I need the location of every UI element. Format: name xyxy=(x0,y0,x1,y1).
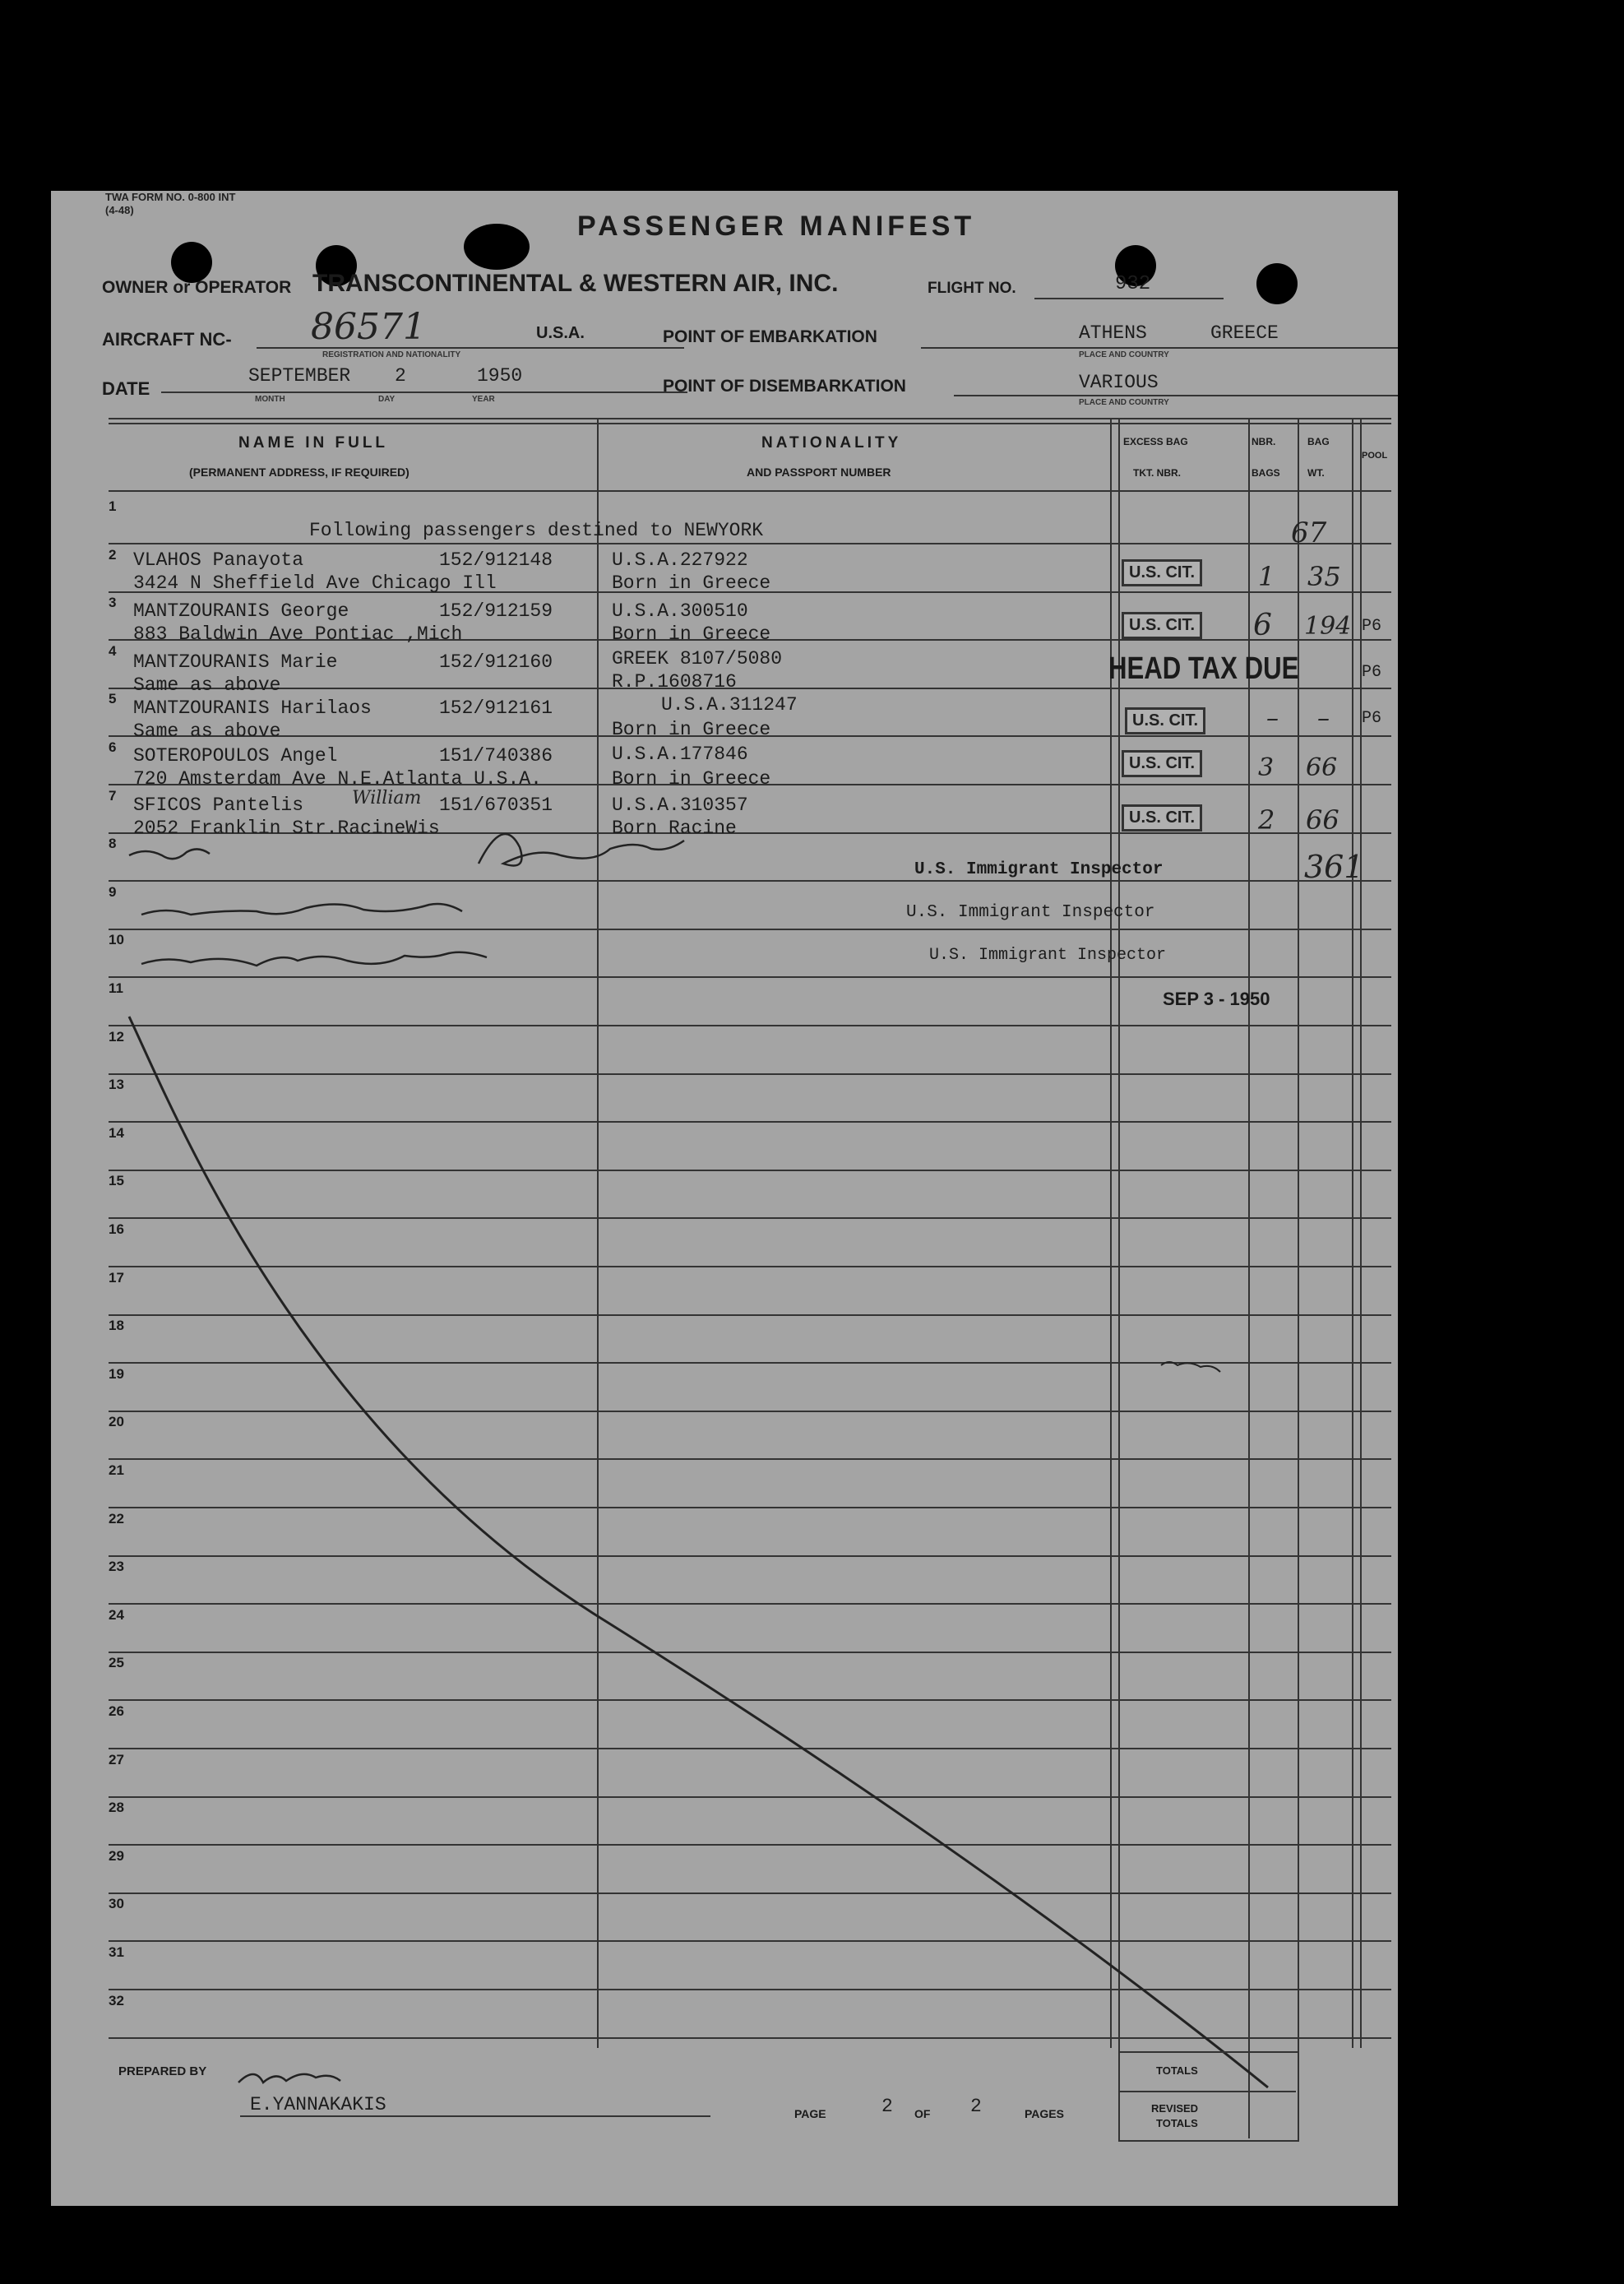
passenger-pool: P6 xyxy=(1362,709,1382,728)
totals-divider xyxy=(1118,2091,1296,2092)
us-citizen-stamp: U.S. CIT. xyxy=(1125,707,1205,734)
header-nationality: NATIONALITY xyxy=(761,434,902,452)
owner-name: TRANSCONTINENTAL & WESTERN AIR, INC. xyxy=(312,270,839,297)
us-citizen-stamp: U.S. CIT. xyxy=(1122,750,1202,777)
owner-label: OWNER or OPERATOR xyxy=(102,278,292,297)
row-number: 1 xyxy=(109,498,117,514)
pages-label: PAGES xyxy=(1025,2107,1064,2120)
passenger-address: Same as above xyxy=(133,674,281,696)
passenger-address: 2052 Franklin Str.RacineWis xyxy=(133,818,440,839)
passenger-address: 3424 N Sheffield Ave Chicago Ill xyxy=(133,572,497,594)
page-title: PASSENGER MANIFEST xyxy=(577,211,976,242)
row-number: 7 xyxy=(109,787,117,804)
us-citizen-stamp: U.S. CIT. xyxy=(1122,559,1202,586)
page-total: 2 xyxy=(970,2096,982,2117)
passenger-address: Same as above xyxy=(133,720,281,742)
row-number: 17 xyxy=(109,1269,124,1286)
us-citizen-stamp: U.S. CIT. xyxy=(1122,612,1202,639)
row-number: 19 xyxy=(109,1365,124,1382)
passenger-passport: Born Racine xyxy=(612,818,737,839)
header-bag: BAG xyxy=(1307,436,1330,447)
row-number: 5 xyxy=(109,691,117,707)
row-number: 16 xyxy=(109,1221,124,1237)
passenger-nationality: U.S.A.177846 xyxy=(612,744,748,765)
row-number: 4 xyxy=(109,642,117,659)
prepared-by-name: E.YANNAKAKIS xyxy=(250,2094,386,2115)
date-year: 1950 xyxy=(477,365,523,387)
passenger-name: MANTZOURANIS Harilaos xyxy=(133,697,372,719)
aircraft-country: U.S.A. xyxy=(536,324,585,342)
passenger-nationality: GREEK 8107/5080 xyxy=(612,648,783,669)
passenger-address: 720 Amsterdam Ave N.E.Atlanta U.S.A. xyxy=(133,768,542,790)
date-caption-month: MONTH xyxy=(255,395,285,404)
date-month: SEPTEMBER xyxy=(248,365,351,387)
header-excess: EXCESS BAG xyxy=(1123,436,1188,447)
passenger-ticket: 152/912159 xyxy=(439,600,553,622)
row-number: 21 xyxy=(109,1462,124,1478)
date-caption-day: DAY xyxy=(378,395,396,404)
totals-box xyxy=(1118,2051,1299,2142)
registration-caption: REGISTRATION AND NATIONALITY xyxy=(322,350,461,359)
disembarkation-label: POINT OF DISEMBARKATION xyxy=(663,377,906,396)
us-citizen-stamp: U.S. CIT. xyxy=(1122,804,1202,832)
passenger-ticket: 151/740386 xyxy=(439,745,553,767)
passenger-nationality: U.S.A.300510 xyxy=(612,600,748,622)
header-name: NAME IN FULL xyxy=(238,434,389,452)
passenger-weight: 194 xyxy=(1304,612,1352,641)
passenger-bags: – xyxy=(1266,704,1279,733)
row-number: 30 xyxy=(109,1896,124,1912)
row-number: 29 xyxy=(109,1847,124,1864)
form-number: TWA FORM NO. 0-800 INT xyxy=(105,191,236,203)
row-number: 27 xyxy=(109,1751,124,1767)
row-number: 12 xyxy=(109,1028,124,1045)
embarkation-country: GREECE xyxy=(1210,322,1279,344)
header-nbr-sub: BAGS xyxy=(1252,467,1280,479)
prepared-by-label: PREPARED BY xyxy=(118,2064,207,2078)
prepared-underline xyxy=(240,2115,710,2117)
passenger-passport: Born in Greece xyxy=(612,572,771,594)
revised-label: REVISED xyxy=(1151,2102,1199,2115)
passenger-name: MANTZOURANIS George xyxy=(133,600,349,622)
disembarkation-caption: PLACE AND COUNTRY xyxy=(1079,398,1169,407)
inspection-date-stamp: SEP 3 - 1950 xyxy=(1163,989,1270,1009)
disembarkation-place: VARIOUS xyxy=(1079,372,1159,393)
flight-number: 932 xyxy=(1115,273,1151,295)
passenger-passport: Born in Greece xyxy=(612,623,771,645)
flight-label: FLIGHT NO. xyxy=(928,280,1016,297)
header-name-sub: (PERMANENT ADDRESS, IF REQUIRED) xyxy=(189,466,409,479)
row-number: 25 xyxy=(109,1655,124,1671)
passenger-bags: 3 xyxy=(1258,753,1275,782)
passenger-bags: 1 xyxy=(1258,561,1275,592)
inspector-line: U.S. Immigrant Inspector xyxy=(914,860,1164,879)
header-bag-sub: WT. xyxy=(1307,467,1325,479)
passenger-bags: 2 xyxy=(1258,804,1275,836)
totals-label: TOTALS xyxy=(1156,2064,1198,2077)
passenger-passport: Born in Greece xyxy=(612,719,771,740)
passenger-ticket: 152/912161 xyxy=(439,697,553,719)
revised-totals-label: TOTALS xyxy=(1156,2117,1198,2129)
row-number: 11 xyxy=(109,980,123,996)
intro-weight: 67 xyxy=(1291,517,1327,549)
date-caption-year: YEAR xyxy=(472,395,495,404)
row-number: 31 xyxy=(109,1944,124,1960)
header-nationality-sub: AND PASSPORT NUMBER xyxy=(747,466,891,479)
row-number: 14 xyxy=(109,1124,124,1141)
handwritten-name-addition: William xyxy=(352,788,422,808)
inspector-line: U.S. Immigrant Inspector xyxy=(929,946,1167,965)
row-number: 22 xyxy=(109,1510,124,1527)
manifest-sheet xyxy=(51,191,1398,2206)
passenger-passport: R.P.1608716 xyxy=(612,671,737,693)
row-number: 32 xyxy=(109,1992,124,2008)
passenger-nationality: U.S.A.227922 xyxy=(612,549,748,571)
form-revision: (4-48) xyxy=(105,204,134,216)
row-number: 24 xyxy=(109,1606,124,1623)
passenger-name: SFICOS Pantelis xyxy=(133,795,304,816)
embarkation-label: POINT OF EMBARKATION xyxy=(663,327,877,346)
head-tax-due-stamp: HEAD TAX DUE xyxy=(1108,651,1299,686)
header-nbr: NBR. xyxy=(1252,436,1276,447)
passenger-nationality: U.S.A.311247 xyxy=(661,694,798,716)
row-number: 20 xyxy=(109,1414,124,1430)
row-number: 2 xyxy=(109,546,117,563)
passenger-weight: 66 xyxy=(1306,804,1339,836)
row-number: 3 xyxy=(109,595,117,611)
passenger-nationality: U.S.A.310357 xyxy=(612,795,748,816)
header-pool: POOL xyxy=(1362,451,1388,461)
row-number: 10 xyxy=(109,932,124,948)
passenger-ticket: 152/912148 xyxy=(439,549,553,571)
passenger-weight: 66 xyxy=(1306,753,1338,782)
row-number: 6 xyxy=(109,739,117,755)
header-excess-sub: TKT. NBR. xyxy=(1133,467,1181,479)
of-label: OF xyxy=(914,2107,931,2120)
passenger-weight: – xyxy=(1317,704,1330,733)
row-number: 23 xyxy=(109,1559,124,1575)
passenger-pool: P6 xyxy=(1362,663,1382,682)
passenger-name: VLAHOS Panayota xyxy=(133,549,304,571)
passenger-name: SOTEROPOULOS Angel xyxy=(133,745,338,767)
passenger-name: MANTZOURANIS Marie xyxy=(133,651,338,673)
row-number: 8 xyxy=(109,836,117,852)
aircraft-label: AIRCRAFT NC- xyxy=(102,329,232,350)
embarkation-caption: PLACE AND COUNTRY xyxy=(1079,350,1169,359)
passenger-address: 883 Baldwin Ave Pontiac ,Mich xyxy=(133,623,463,645)
passenger-ticket: 151/670351 xyxy=(439,795,553,816)
inspector-line: U.S. Immigrant Inspector xyxy=(906,903,1155,922)
handwriting-overlay xyxy=(51,191,1398,2206)
row-number: 28 xyxy=(109,1800,124,1816)
embarkation-place: ATHENS xyxy=(1079,322,1147,344)
passenger-weight: 35 xyxy=(1307,561,1341,592)
page-number: 2 xyxy=(881,2096,893,2117)
page-label: PAGE xyxy=(794,2107,826,2120)
row-number: 18 xyxy=(109,1318,124,1334)
date-label: DATE xyxy=(102,378,150,399)
row-number: 15 xyxy=(109,1173,124,1189)
passenger-pool: P6 xyxy=(1362,617,1382,636)
aircraft-number: 86571 xyxy=(311,306,426,348)
row-number: 26 xyxy=(109,1703,124,1719)
passenger-passport: Born in Greece xyxy=(612,768,771,790)
row-number: 9 xyxy=(109,883,117,900)
date-day: 2 xyxy=(395,365,406,387)
row-number: 13 xyxy=(109,1077,124,1093)
passenger-ticket: 152/912160 xyxy=(439,651,553,673)
intro-line: Following passengers destined to NEWYORK xyxy=(309,520,764,541)
total-weight: 361 xyxy=(1304,849,1364,885)
passenger-bags: 6 xyxy=(1253,609,1272,642)
